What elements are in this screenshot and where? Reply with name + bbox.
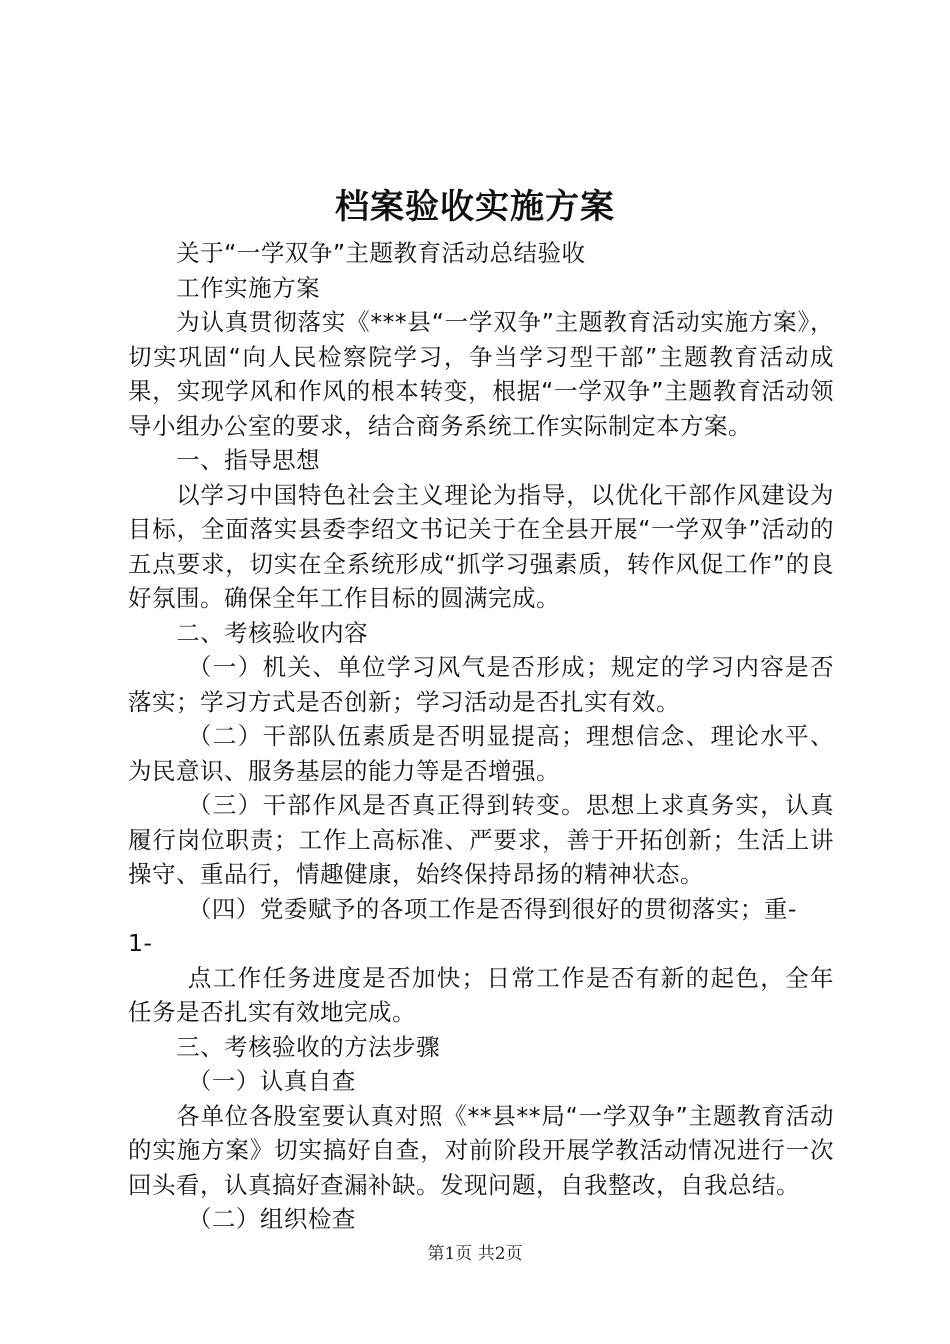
document-title: 档案验收实施方案: [335, 187, 615, 227]
paragraph-subtitle-1: 关于“一学双争”主题教育活动总结验收: [176, 239, 586, 267]
paragraph-self-check: 各单位各股室要认真对照《**县**局“一学双争”主题教育活动的实施方案》切实搞好自查，对前阶段开展学教活动情况进行一次回头看，认真搞好查漏补缺。发现问题，自我整改，自我总结。: [128, 1101, 834, 1199]
heading-self-check: （一）认真自查: [187, 1067, 356, 1095]
paragraph-guiding-thought: 以学习中国特色社会主义理论为指导，以优化干部作风建设为目标，全面落实县委李绍文书记关于在全县开展“一学双争”活动的五点要求，切实在全系统形成“抓学习强素质，转作风促工作”的良好氛围。确保全年工作目标的圆满完成。: [128, 480, 834, 612]
paragraph-item-4: （四）党委赋予的各项工作是否得到很好的贯彻落实；重-: [187, 894, 797, 923]
heading-organize-inspection: （二）组织检查: [187, 1205, 356, 1233]
page-number-footer: 第1页 共2页: [427, 1244, 523, 1264]
paragraph-subtitle-2: 工作实施方案: [176, 273, 321, 302]
paragraph-item-1: （一）机关、单位学习风气是否形成；规定的学习内容是否落实；学习方式是否创新；学习活动是否扎实有效。: [128, 653, 834, 716]
paragraph-item-2: （二）干部队伍素质是否明显提高；理想信念、理论水平、为民意识、服务基层的能力等是否增强。: [128, 722, 834, 785]
page-break-marker: 1-: [128, 929, 153, 957]
document-body: [128, 236, 834, 1237]
heading-guiding-thought: 一、指导思想: [176, 446, 321, 474]
heading-assessment-content: 二、考核验收内容: [176, 618, 369, 647]
paragraph-intro: 为认真贯彻落实《***县“一学双争”主题教育活动实施方案》，切实巩固“向人民检察院学习，争当学习型干部”主题教育活动成果，实现学风和作风的根本转变，根据“一学双争”主题教育活动领导小组办公室的要求，结合商务系统工作实际制定本方案。: [128, 308, 834, 440]
heading-methods-steps: 三、考核验收的方法步骤: [176, 1032, 441, 1061]
paragraph-item-4-continued: 点工作任务进度是否加快；日常工作是否有新的起色，全年任务是否扎实有效地完成。: [128, 963, 834, 1026]
paragraph-item-3: （三）干部作风是否真正得到转变。思想上求真务实，认真履行岗位职责；工作上高标准、严要求，善于开拓创新；生活上讲操守、重品行，情趣健康，始终保持昂扬的精神状态。: [128, 791, 834, 888]
